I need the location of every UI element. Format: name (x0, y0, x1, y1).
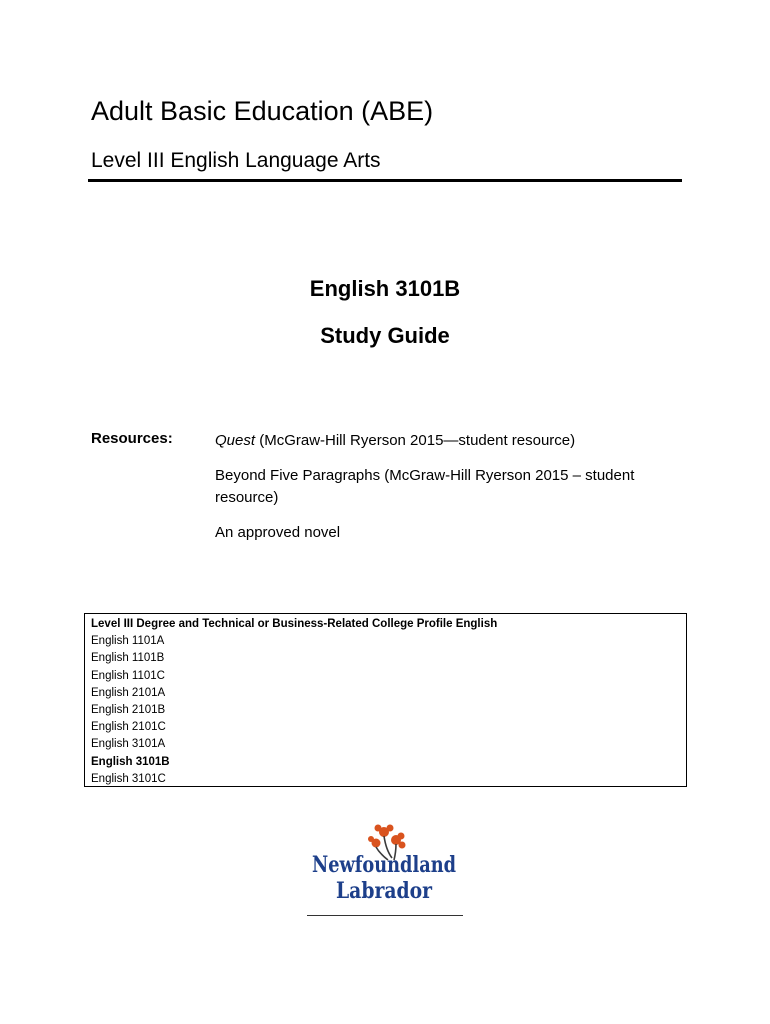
course-list (91, 633, 680, 788)
course-item: English 1101C (91, 669, 165, 682)
course-item-current: English 3101B (91, 755, 170, 768)
course-item: English 2101A (91, 686, 166, 699)
document-title: Adult Basic Education (ABE) (91, 96, 434, 126)
resources-label: Resources: (91, 430, 173, 447)
document-subtitle: Level III English Language Arts (91, 149, 381, 172)
guide-type: Study Guide (320, 323, 450, 348)
course-name: English 3101B (309, 276, 461, 301)
resource-emphasis: Quest (215, 432, 256, 449)
title-underline (88, 179, 682, 182)
pitcher-plant-flower-icon (304, 824, 464, 908)
resources-list (215, 430, 685, 557)
logo-divider (307, 915, 463, 916)
resource-text: Beyond Five Paragraphs (McGraw-Hill Ryerson 2015 – student resource) (215, 467, 635, 506)
course-item: English 2101C (91, 721, 166, 734)
logo-line-2: Labrador (336, 878, 433, 904)
resource-text: (McGraw-Hill Ryerson 2015—student resource) (255, 432, 576, 449)
course-item: English 2101B (91, 704, 166, 717)
resource-item (215, 465, 685, 509)
course-item: English 3101C (91, 772, 166, 785)
course-item: English 1101B (91, 652, 165, 665)
course-item: English 1101A (91, 635, 165, 648)
resource-item (215, 430, 685, 452)
resource-item (215, 522, 685, 544)
logo-line-1: Newfoundland (312, 852, 456, 878)
course-profile-box (84, 613, 687, 787)
newfoundland-labrador-logo (304, 824, 464, 908)
resource-text: An approved novel (215, 524, 341, 541)
profile-heading: Level III Degree and Technical or Business-Related College Profile English (91, 618, 498, 630)
course-item: English 3101A (91, 738, 166, 751)
